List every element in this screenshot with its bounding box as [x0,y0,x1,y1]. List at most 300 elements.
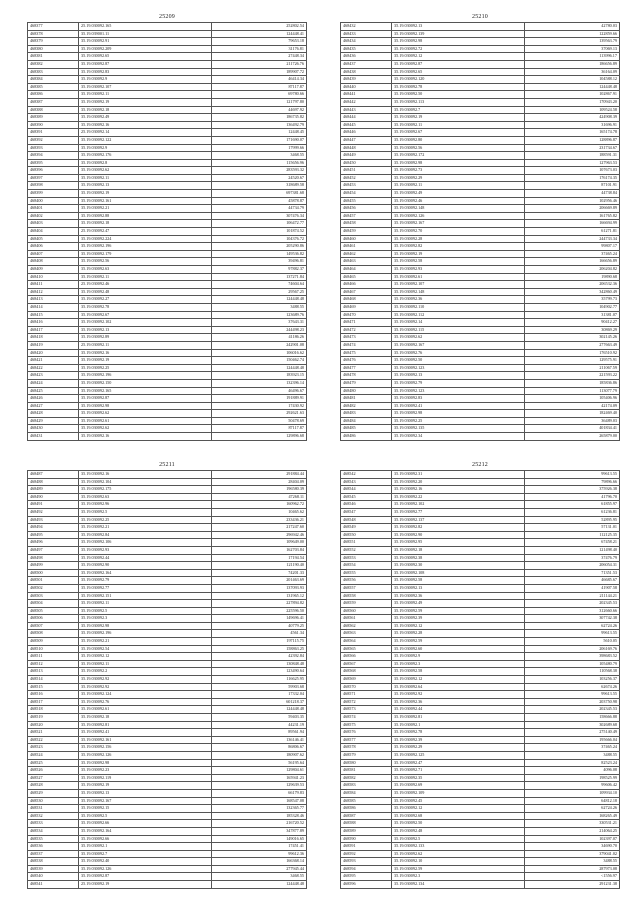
record-id-cell: 468523 [28,744,79,752]
amount-cell: 217247.60 [212,524,307,532]
account-code-cell: 35.19.030092.18 [79,714,212,722]
table-row [341,767,620,775]
record-id-cell: 468584 [341,789,392,797]
table-row [341,729,620,737]
record-id-cell: 468474 [341,341,392,349]
table-row [341,228,620,236]
record-id-cell: 468585 [341,797,392,805]
record-id-cell: 468448 [341,144,392,152]
amount-cell: 398683.52 [525,653,620,661]
account-code-cell: 35.19.030092.7 [392,106,525,114]
amount-cell: 115656.96 [212,159,307,167]
table-row [341,584,620,592]
account-code-cell: 35.19.030092.175 [79,486,212,494]
table-row [341,235,620,243]
account-code-cell: 35.19.030092.18 [79,220,212,228]
record-id-cell: 468463 [341,258,392,266]
table-row [341,873,620,881]
account-code-cell: 35.19.030092.58 [392,577,525,585]
record-id-cell: 468381 [28,53,79,61]
account-code-cell: 35.19.030092.48 [79,288,212,296]
amount-cell: 124448.48 [212,364,307,372]
table-row [341,721,620,729]
amount-cell: 231734.67 [525,144,620,152]
amount-cell: 292621.63 [212,410,307,418]
page-number-title: 25212 [472,462,488,468]
amount-cell: 3488.55 [212,303,307,311]
account-code-cell: 35.19.030092.78 [79,303,212,311]
amount-cell: 62724.26 [525,805,620,813]
table-row [28,258,307,266]
record-id-cell: 468496 [28,539,79,547]
quadrant-25210 [340,13,620,441]
amount-cell: 129639.53 [212,782,307,790]
table-row [341,60,620,68]
account-code-cell: 35.19.030092.40 [79,858,212,866]
amount-cell: 296942.46 [212,531,307,539]
amount-cell: 17999.66 [212,144,307,152]
record-id-cell: 468440 [341,83,392,91]
account-code-cell: 35.19.030092.98 [392,38,525,46]
record-id-cell: 468524 [28,751,79,759]
table-row [28,319,307,327]
table-row [28,76,307,84]
table-row [341,341,620,349]
table-row [341,759,620,767]
record-id-cell: 468568 [341,668,392,676]
record-id-cell: 468385 [28,83,79,91]
amount-cell: 112125.35 [525,531,620,539]
account-code-cell: 35.19.030092.5 [79,508,212,516]
account-code-cell: 35.19.030092.39 [392,736,525,744]
amount-cell: 206532.36 [525,281,620,289]
account-code-cell: 35.19.030092.98 [79,759,212,767]
account-code-cell: 35.19.030092.19 [79,98,212,106]
record-id-cell: 468447 [341,136,392,144]
amount-cell: 99613.55 [525,630,620,638]
amount-cell: 105480.79 [525,660,620,668]
record-id-cell: 468430 [28,425,79,433]
table-row [341,835,620,843]
amount-cell: 105406.96 [525,395,620,403]
record-id-cell: 468558 [341,592,392,600]
table-row [28,592,307,600]
amount-cell: 24520.67 [212,174,307,182]
table-row [28,38,307,46]
amount-cell: 166694.99 [525,220,620,228]
table-row [28,873,307,881]
record-id-cell: 468392 [28,136,79,144]
table-row [341,38,620,46]
account-code-cell: 35.19.030092.79 [79,577,212,585]
record-id-cell: 468542 [341,471,392,479]
table-row [341,820,620,828]
account-code-cell: 35.19.030092.78 [392,729,525,737]
amount-cell: 99612.36 [212,850,307,858]
amount-cell: 3488.55 [525,858,620,866]
record-id-cell: 468551 [341,539,392,547]
table-row [28,395,307,403]
record-id-cell: 468462 [341,250,392,258]
table-row [28,106,307,114]
account-code-cell: 35.19.030092.92 [392,691,525,699]
record-id-cell: 468505 [28,607,79,615]
amount-cell: 165174.78 [525,129,620,137]
record-id-cell: 468452 [341,174,392,182]
amount-cell: 150462.74 [212,357,307,365]
table-row [28,524,307,532]
amount-cell: 122859.66 [525,30,620,38]
amount-cell: 106016.62 [212,349,307,357]
amount-cell: 180907.62 [212,751,307,759]
amount-cell: 71351.53 [525,569,620,577]
account-code-cell: 35.19.030092.109 [392,789,525,797]
table-row [28,827,307,835]
table-row [28,744,307,752]
record-id-cell: 468567 [341,660,392,668]
table-row [28,364,307,372]
amount-cell: 50478.69 [212,417,307,425]
amount-cell: 158666.88 [525,714,620,722]
table-row [341,114,620,122]
table-row [341,478,620,486]
record-id-cell: 468458 [341,220,392,228]
record-id-cell: 468541 [28,881,79,889]
account-code-cell: 35.19.030092.16 [79,121,212,129]
table-row [341,881,620,889]
account-code-cell: 35.19.030092.18 [79,106,212,114]
account-code-cell: 35.19.030092.59 [392,607,525,615]
record-id-cell: 468441 [341,91,392,99]
amount-cell: 59403.35 [212,714,307,722]
account-code-cell: 35.19.030092.12 [392,622,525,630]
account-code-cell: 35.19.030092.19 [392,250,525,258]
account-code-cell: 35.19.030092.19 [392,114,525,122]
amount-cell: 52895.95 [525,516,620,524]
amount-cell: 225596.50 [212,607,307,615]
table-row [28,805,307,813]
table-row [341,220,620,228]
amount-cell: 211067.59 [525,364,620,372]
record-id-cell: 468403 [28,220,79,228]
account-code-cell: 35.19.030092.161 [79,736,212,744]
table-row [28,159,307,167]
table-row [341,91,620,99]
account-code-cell: 35.19.030092.87 [392,60,525,68]
record-id-cell: 468434 [341,38,392,46]
account-code-cell: 35.19.030092.25 [79,364,212,372]
table-row [341,501,620,509]
table-row [28,91,307,99]
table-row [28,243,307,251]
record-id-cell: 468437 [341,60,392,68]
amount-cell: 129804.61 [212,767,307,775]
record-id-cell: 468433 [341,30,392,38]
account-code-cell: 35.19.030092.29 [392,744,525,752]
table-row [28,607,307,615]
table-row [341,471,620,479]
account-code-cell: 35.19.030092.25 [79,516,212,524]
amount-cell: 45878.87 [212,197,307,205]
record-id-cell: 468554 [341,562,392,570]
table-row [28,774,307,782]
account-code-cell: 35.19.030092.112 [392,311,525,319]
account-code-cell: 35.19.030092.80 [392,136,525,144]
record-id-cell: 468595 [341,873,392,881]
amount-cell: 56195.64 [212,759,307,767]
table-row [28,622,307,630]
account-code-cell: 35.19.030092.49 [79,114,212,122]
record-id-cell: 468544 [341,486,392,494]
account-code-cell: 35.19.030092.102 [392,501,525,509]
record-id-cell: 468443 [341,106,392,114]
table-row [341,698,620,706]
table-row [341,645,620,653]
table-row [28,653,307,661]
record-id-cell: 468412 [28,288,79,296]
record-id-cell: 468526 [28,767,79,775]
table-row [341,744,620,752]
table-row [28,121,307,129]
record-id-cell: 468560 [341,607,392,615]
amount-cell: 205290.86 [212,243,307,251]
amount-cell: 109934.10 [525,789,620,797]
table-row [341,266,620,274]
account-code-cell: 35.19.030092.88 [79,212,212,220]
table-row [341,53,620,61]
record-id-cell: 468453 [341,182,392,190]
record-id-cell: 468485 [341,425,392,433]
amount-cell: 102397.07 [525,835,620,843]
account-code-cell: 35.19.030092.90 [392,531,525,539]
table-row [28,736,307,744]
amount-cell: 166656.89 [525,258,620,266]
record-id-cell: 468556 [341,577,392,585]
table-row [341,243,620,251]
table-row [341,410,620,418]
amount-cell: 424908.39 [525,114,620,122]
amount-cell: 74604.64 [212,281,307,289]
record-id-cell: 468435 [341,45,392,53]
account-code-cell: 35.19.030092.13 [79,789,212,797]
record-id-cell: 468439 [341,76,392,84]
amount-cell: 168547.08 [212,797,307,805]
account-code-cell: 35.19.030092.167 [392,220,525,228]
table-row [28,676,307,684]
amount-cell: 131965.12 [212,592,307,600]
amount-cell: 41796.70 [525,493,620,501]
amount-cell: 41186.26 [212,334,307,342]
amount-cell: 160962.72 [212,501,307,509]
record-id-cell: 468399 [28,190,79,198]
table-row [28,501,307,509]
amount-cell: 244498.23 [212,326,307,334]
table-row [341,638,620,646]
record-id-cell: 468592 [341,850,392,858]
table-row [28,767,307,775]
amount-cell: 203750.98 [525,698,620,706]
record-id-cell: 468418 [28,334,79,342]
table-row [28,584,307,592]
record-id-cell: 468593 [341,858,392,866]
account-code-cell: 35.19.030092.72 [392,45,525,53]
account-code-cell: 35.19.030092.122 [79,136,212,144]
amount-cell: 61855.97 [525,501,620,509]
table-row [341,714,620,722]
table-row [28,341,307,349]
account-code-cell: 35.19.030092.90 [79,562,212,570]
account-code-cell: 35.19.030092.106 [79,539,212,547]
record-id-cell: 468520 [28,721,79,729]
amount-cell: 227894.82 [212,600,307,608]
account-code-cell: 35.19.030092.50 [392,91,525,99]
amount-cell: 44697.92 [212,106,307,114]
table-row [28,577,307,585]
table-row [341,782,620,790]
record-id-cell: 468420 [28,349,79,357]
record-id-cell: 468531 [28,805,79,813]
amount-cell: 46496.67 [212,387,307,395]
amount-cell: 31381.07 [525,311,620,319]
amount-cell: 44734.79 [212,205,307,213]
record-id-cell: 468395 [28,159,79,167]
table-row [341,843,620,851]
table-row [341,121,620,129]
table-row [341,493,620,501]
record-id-cell: 468471 [341,319,392,327]
amount-cell: 124448.48 [525,83,620,91]
amount-cell: 129896.68 [212,433,307,441]
table-row [341,129,620,137]
table-row [341,751,620,759]
account-code-cell: 35.19.030092.13 [392,372,525,380]
amount-cell: 104588.12 [525,76,620,84]
record-id-cell: 468402 [28,212,79,220]
account-code-cell: 35.19.030092.113 [392,98,525,106]
table-row [28,326,307,334]
record-id-cell: 468456 [341,205,392,213]
quadrant-25211 [27,461,307,889]
table-row [28,660,307,668]
account-code-cell: 35.19.030092.156 [79,744,212,752]
record-id-cell: 468401 [28,205,79,213]
amount-cell: 242901.08 [212,341,307,349]
account-code-cell: 35.19.030092.50 [392,820,525,828]
record-id-cell: 468432 [341,23,392,31]
amount-cell: 17332.04 [212,691,307,699]
account-code-cell: 35.19.030092.133 [392,843,525,851]
table-row [341,668,620,676]
record-id-cell: 468498 [28,554,79,562]
amount-cell: 287973.08 [525,865,620,873]
account-code-cell: 35.19.030092.77 [79,584,212,592]
table-row [28,114,307,122]
record-id-cell: 468501 [28,577,79,585]
table-row [341,288,620,296]
account-code-cell: 35.19.030092.1 [392,721,525,729]
account-code-cell: 35.19.030092.164 [79,569,212,577]
account-code-cell: 35.19.030092.98 [392,159,525,167]
account-code-cell: 35.19.039001.11 [79,30,212,38]
record-id-cell: 468382 [28,60,79,68]
account-code-cell: 35.19.030092.61 [392,273,525,281]
record-id-cell: 468397 [28,174,79,182]
record-id-cell: 468404 [28,228,79,236]
table-row [28,53,307,61]
table-row [28,98,307,106]
table-row [28,129,307,137]
table-row [28,136,307,144]
table-row [341,812,620,820]
amount-cell: 17430.92 [212,402,307,410]
table-row [28,402,307,410]
table-row [341,357,620,365]
table-row [341,797,620,805]
amount-cell: 291884.44 [212,471,307,479]
record-id-cell: 468389 [28,114,79,122]
record-id-cell: 468380 [28,45,79,53]
account-code-cell: 35.19.030092.176 [79,152,212,160]
amount-cell: 66179.83 [212,789,307,797]
amount-cell: 318689.58 [212,182,307,190]
account-code-cell: 35.19.030092.48 [392,827,525,835]
account-code-cell: 35.19.030092.5 [79,607,212,615]
record-id-cell: 468579 [341,751,392,759]
account-code-cell: 35.19.030092.61 [79,706,212,714]
record-id-cell: 468566 [341,653,392,661]
record-id-cell: 468457 [341,212,392,220]
table-row [341,600,620,608]
record-id-cell: 468503 [28,592,79,600]
amount-cell: 87101.91 [525,182,620,190]
amount-cell: 176174.35 [525,174,620,182]
account-code-cell: 35.19.030092.16 [79,471,212,479]
account-code-cell: 35.19.030092.13 [79,182,212,190]
amount-cell: 35799.73 [525,296,620,304]
amount-cell: 12448.45 [212,129,307,137]
table-row [28,645,307,653]
account-code-cell: 35.19.030092.45 [392,797,525,805]
table-row [28,167,307,175]
record-id-cell: 468454 [341,190,392,198]
table-row [28,417,307,425]
account-code-cell: 35.19.030092.78 [392,83,525,91]
account-code-cell: 35.19.030092.196 [79,630,212,638]
amount-cell: 99807.17 [525,243,620,251]
table-row [28,668,307,676]
account-code-cell: 35.19.030092.61 [79,417,212,425]
record-id-cell: 468532 [28,812,79,820]
table-row [28,638,307,646]
account-code-cell: 35.19.030092.150 [79,379,212,387]
table-row [341,273,620,281]
record-id-cell: 468479 [341,379,392,387]
table-row [28,311,307,319]
record-id-cell: 468406 [28,243,79,251]
account-code-cell: 35.19.030092.62 [79,425,212,433]
table-row [28,433,307,441]
record-id-cell: 468427 [28,402,79,410]
table-row [341,592,620,600]
table-row [341,630,620,638]
account-code-cell: 35.19.030092.41 [79,729,212,737]
account-code-cell: 35.19.030092.68 [392,812,525,820]
record-id-cell: 468527 [28,774,79,782]
table-row [28,546,307,554]
table-row [28,615,307,623]
records-table [340,22,620,441]
table-row [28,205,307,213]
